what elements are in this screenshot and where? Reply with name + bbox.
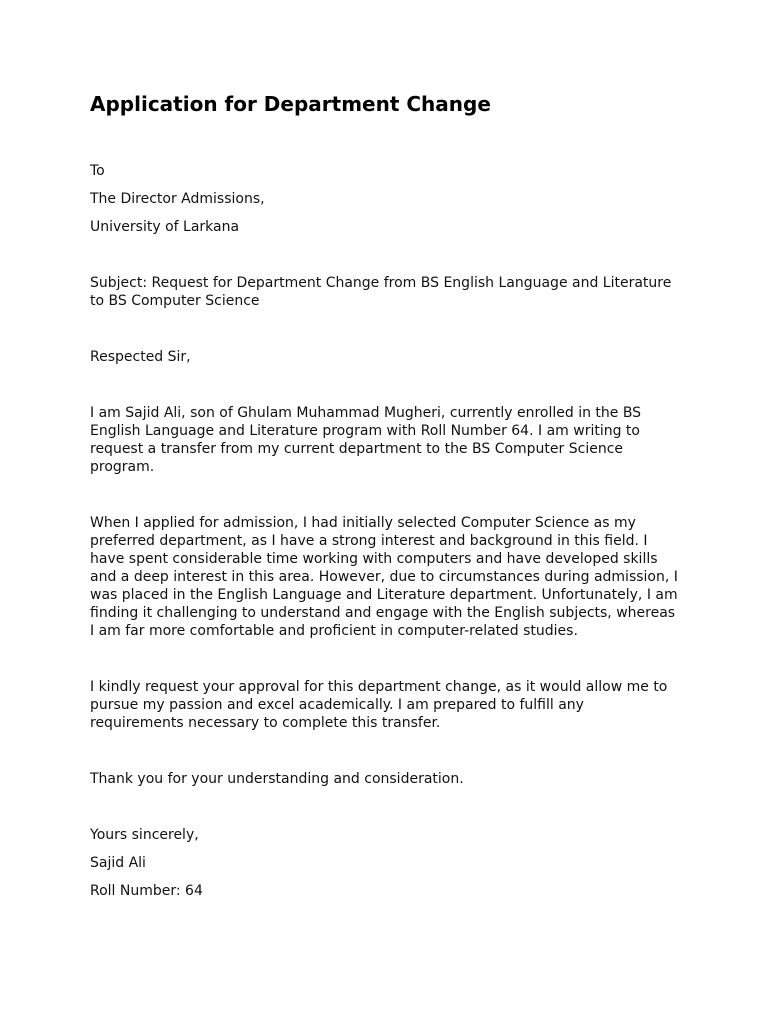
paragraph-reason: When I applied for admission, I had initially selected Computer Science as my preferred department, as I have a strong interest and background in this field. I have spent considerable time working with computers and have developed skills and a deep interest in this area. However, due to circumstances during admission, I was placed in the English Language and Literature department. Unfortunately, I am finding it challenging to understand and engage with the English subjects, whereas I am far more comfortable and proficient in computer-related studies. [90,515,678,639]
paragraph-thanks: Thank you for your understanding and consideration. [90,771,464,787]
subject-line: Subject: Request for Department Change from BS English Language and Literature to BS Computer Science [90,275,672,309]
page-title: Application for Department Change [90,92,491,116]
salutation: Respected Sir, [90,349,191,365]
signatory-name: Sajid Ali [90,855,146,871]
roll-number: Roll Number: 64 [90,883,203,899]
recipient-to: To [90,163,105,179]
letter-body [90,91,682,910]
valediction: Yours sincerely, [90,827,199,843]
recipient-line-2: University of Larkana [90,219,240,235]
paragraph-intro: I am Sajid Ali, son of Ghulam Muhammad Mugheri, currently enrolled in the BS English Language and Literature program with Roll Number 64. I am writing to request a transfer from my current department to the BS Computer Science program. [90,405,642,475]
paragraph-request: I kindly request your approval for this department change, as it would allow me to pursue my passion and excel academically. I am prepared to fulfill any requirements necessary to complete this transfer. [90,679,668,731]
recipient-line-1: The Director Admissions, [90,191,265,207]
